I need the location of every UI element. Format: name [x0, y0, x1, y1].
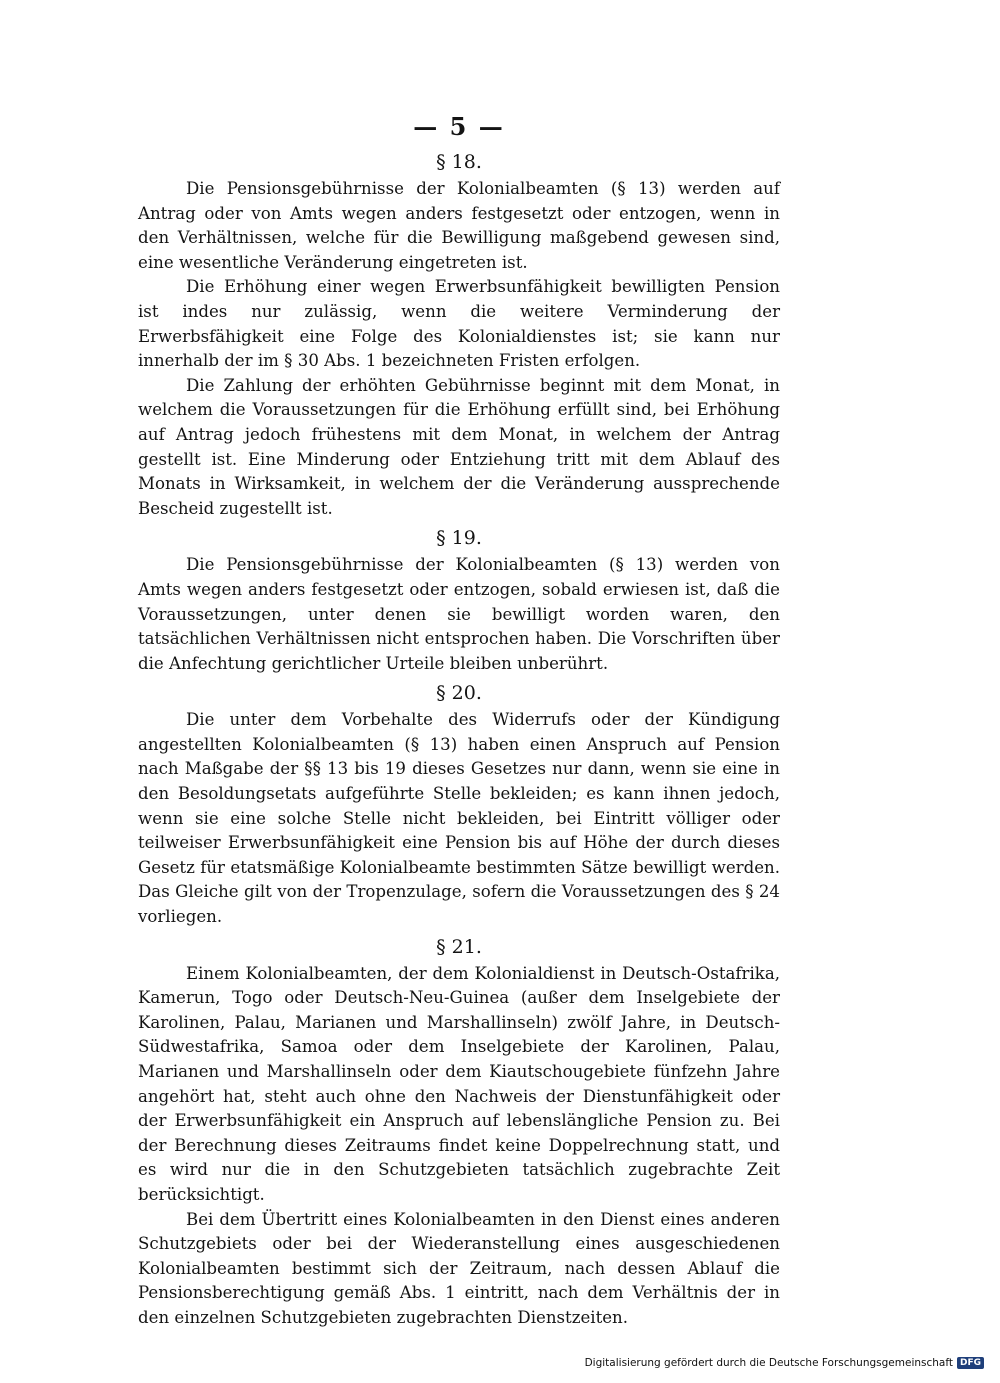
paragraph: Die unter dem Vorbehalte des Widerrufs oder der Kündigung angestellten Kolonialbeamten (§ 13) haben einen Anspruch auf Pension nach Maßgabe der §§ 13 bis 19 dieses Gesetzes nur dann, wenn sie eine in den Besoldungsetats aufgeführte Stelle bekleiden; es kann ihnen jedoch, wenn sie eine solche Stelle nicht bekleiden, bei Eintritt völliger oder teilweiser Erwerbsunfähigkeit eine Pension bis auf Höhe der durch dieses Gesetz für etatsmäßige Kolonialbeamte bestimmten Sätze bewilligt werden. Das Gleiche gilt von der Tropenzulage, sofern die Voraussetzungen des § 24 vorliegen. [138, 710, 780, 927]
section-heading: § 20. [436, 682, 482, 705]
dfg-logo-icon: DFG [957, 1357, 984, 1369]
section-18 [138, 151, 780, 521]
footer-text: Digitalisierung gefördert durch die Deutsche Forschungsgemeinschaft [584, 1357, 953, 1369]
section-heading: § 18. [436, 151, 482, 173]
paragraph: Die Erhöhung einer wegen Erwerbsunfähigkeit bewilligten Pension ist indes nur zulässig, wenn die weitere Verminderung der Erwerbsfähigkeit eine Folge des Kolonialdienstes ist; sie kann nur innerhalb der im § 30 Abs. 1 bezeichneten Fristen erfolgen. [138, 277, 780, 371]
paragraph: Einem Kolonialbeamten, der dem Kolonialdienst in Deutsch-Ostafrika, Kamerun, Togo oder Deutsch-Neu-Guinea (außer dem Inselgebiete der Karolinen, Palau, Marianen und Marshallinseln) zwölf Jahre, in Deutsch-Südwestafrika, Samoa oder dem Inselgebiete der Karolinen, Palau, Marianen und Marshallinseln oder dem Kiautschougebiete fünfzehn Jahre angehört hat, steht auch ohne den Nachweis der Dienstunfähigkeit oder der Erwerbsunfähigkeit ein Anspruch auf lebenslängliche Pension zu. Bei der Berechnung dieses Zeitraums findet keine Doppelrechnung statt, und es wird nur die in den Schutzgebieten tatsächlich zugebrachte Zeit berücksichtigt. [138, 963, 780, 1204]
section-heading: § 21. [436, 935, 482, 958]
paragraph: Die Pensionsgebührnisse der Kolonialbeamten (§ 13) werden von Amts wegen anders festgesetzt oder entzogen, sobald erwiesen ist, daß die Voraussetzungen, unter denen sie bewilligt worden waren, den tatsächlichen Verhältnissen nicht entsprochen haben. Die Vorschriften über die Anfechtung gerichtlicher Urteile bleiben unberührt. [138, 555, 780, 673]
page-number: — 5 — [413, 112, 505, 141]
digitization-footer [585, 1357, 984, 1369]
paragraph: Bei dem Übertritt eines Kolonialbeamten in den Dienst eines anderen Schutzgebiets oder bei der Wiederanstellung eines ausgeschiedenen Kolonialbeamten bestimmt sich der Zeitraum, nach dessen Ablauf die Pensionsberechtigung gemäß Abs. 1 eintritt, nach dem Verhältnis der in den einzelnen Schutzgebieten zugebrachten Dienstzeiten. [138, 1209, 780, 1327]
paragraph: Die Zahlung der erhöhten Gebührnisse beginnt mit dem Monat, in welchem die Voraussetzungen für die Erhöhung erfüllt sind, bei Erhöhung auf Antrag jedoch frühestens mit dem Monat, in welchem der Antrag gestellt ist. Eine Minderung oder Entziehung tritt mit dem Ablauf des Monats in Wirksamkeit, in welchem der die Veränderung aussprechende Bescheid zugestellt ist. [138, 375, 780, 518]
section-21 [138, 936, 780, 1331]
document-page [138, 112, 780, 1335]
section-heading: § 19. [436, 527, 482, 550]
section-20 [138, 682, 780, 929]
section-19 [138, 527, 780, 676]
paragraph: Die Pensionsgebührnisse der Kolonialbeamten (§ 13) werden auf Antrag oder von Amts wegen anders festgesetzt oder entzogen, wenn in den Verhältnissen, welche für die Bewilligung maßgebend gewesen sind, eine wesentliche Veränderung eingetreten ist. [138, 179, 780, 272]
